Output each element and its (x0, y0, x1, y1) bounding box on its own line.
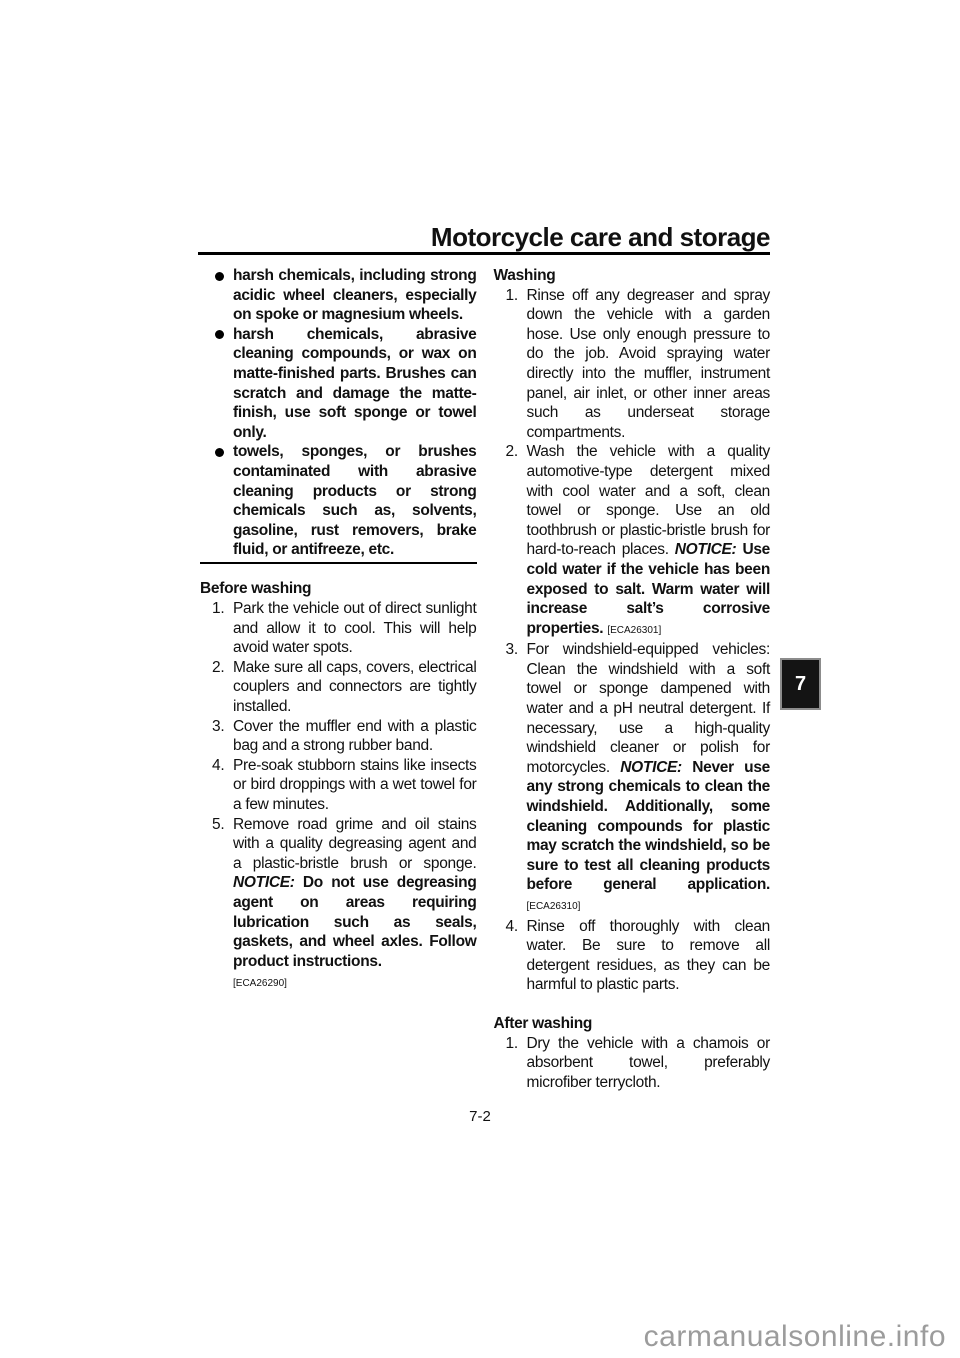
list-item (494, 640, 771, 916)
item-text: Rinse off any degreaser and spray down the vehicle with a garden hose. Use only enough pressure to do the job. Avoid spraying water directly into the muffler, instrument panel, air inlet, or other inner areas such as underseat storage compartments. (526, 286, 770, 441)
content-columns (200, 266, 770, 1092)
item-number: 2. (505, 443, 518, 461)
item-number: 1. (212, 600, 225, 617)
item-text: harsh chemicals, including strong acidic wheel cleaners, especially on spoke or magnesium wheels. (233, 267, 477, 324)
chapter-tab: 7 (780, 658, 821, 710)
item-number: 3. (505, 641, 518, 659)
item-number: 4. (212, 756, 225, 774)
notice-text: Never use any strong chemicals to clean the windshield. Additionally, some cleaning compounds for plastic may scratch the windshield, so be sure to test all cleaning products before general application. (526, 758, 770, 894)
item-text: For windshield-equipped vehicles: Clean the windshield with a soft towel or sponge dampened with water and a pH neutral detergent. If necessary, use a high-quality windshield cleaner or polish for motorcycles. (526, 641, 770, 776)
list-item (494, 1034, 771, 1093)
list-item (200, 325, 477, 443)
washing-list (494, 286, 771, 995)
item-number: 5. (212, 815, 225, 833)
list-item (200, 658, 477, 717)
item-number: 3. (212, 717, 225, 735)
washing-heading: Washing (493, 267, 556, 284)
bullet-icon (215, 272, 224, 281)
section-divider (200, 562, 477, 565)
left-column (200, 266, 477, 1092)
list-item (200, 756, 477, 815)
item-text: Park the vehicle out of direct sunlight and allow it to cool. This will help avoid water spots. (233, 600, 477, 657)
notice-label: NOTICE: (620, 758, 682, 776)
item-text: harsh chemicals, abrasive cleaning compounds, or wax on matte-finished parts. Brushes can scratch and damage the matte-finish, use soft sponge or towel only. (233, 325, 477, 441)
item-text: Cover the muffler end with a plastic bag and a strong rubber band. (233, 717, 477, 755)
bullet-icon (215, 330, 224, 339)
eca-code: [ECA26301] (607, 624, 662, 636)
notice-text: Do not use degreasing agent on areas requiring lubrication such as seals, gaskets, and wheel axles. Follow product instructions. (233, 874, 477, 970)
list-item (494, 917, 771, 995)
header-rule (198, 252, 770, 255)
caution-list (200, 266, 477, 560)
after-washing-heading: After washing (493, 1014, 593, 1032)
item-text: Dry the vehicle with a chamois or absorbent towel, preferably microfiber terrycloth. (526, 1034, 770, 1091)
list-item (200, 266, 477, 325)
list-item (494, 286, 771, 443)
right-column (494, 266, 771, 1092)
watermark: carmanualsonline.info (643, 1320, 946, 1353)
list-item (200, 815, 477, 994)
item-text: Wash the vehicle with a quality automotive-type detergent mixed with cool water and a soft, clean towel or sponge. Use an old toothbrush or plastic-bristle brush for hard-to-reach places. (526, 443, 770, 559)
list-item (200, 717, 477, 756)
notice-label: NOTICE: (674, 541, 737, 559)
list-item (200, 599, 477, 658)
bullet-icon (215, 448, 224, 457)
item-text: Remove road grime and oil stains with a quality degreasing agent and a plastic-bristle brush or sponge. (233, 815, 477, 872)
before-washing-heading: Before washing (200, 580, 312, 598)
after-washing-list (494, 1034, 771, 1093)
page-title: Motorcycle care and storage (430, 222, 770, 252)
item-text: Pre-soak stubborn stains like insects or bird droppings with a wet towel for a few minutes. (233, 756, 477, 813)
item-number: 1. (505, 1034, 518, 1052)
before-washing-list (200, 599, 477, 994)
item-number: 4. (505, 917, 518, 935)
notice-text: Use cold water if the vehicle has been exposed to salt. Warm water will increase salt’s corrosive properties. (526, 541, 770, 637)
item-text: Make sure all caps, covers, electrical couplers and connectors are tightly installed. (233, 658, 477, 715)
notice-label: NOTICE: (233, 874, 295, 892)
item-number: 1. (505, 286, 518, 304)
eca-code: [ECA26310] (526, 901, 581, 912)
item-text: towels, sponges, or brushes contaminated with abrasive cleaning products or strong chemicals such as, solvents, gasoline, rust removers, brake fluid, or antifreeze, etc. (233, 443, 477, 559)
item-text: Rinse off thoroughly with clean water. Be sure to remove all detergent residues, as they can be harmful to plastic parts. (526, 917, 770, 994)
item-number: 2. (212, 658, 225, 676)
eca-code: [ECA26290] (233, 978, 287, 990)
list-item (200, 442, 477, 560)
page-number: 7-2 (469, 1108, 491, 1125)
list-item (494, 442, 771, 640)
